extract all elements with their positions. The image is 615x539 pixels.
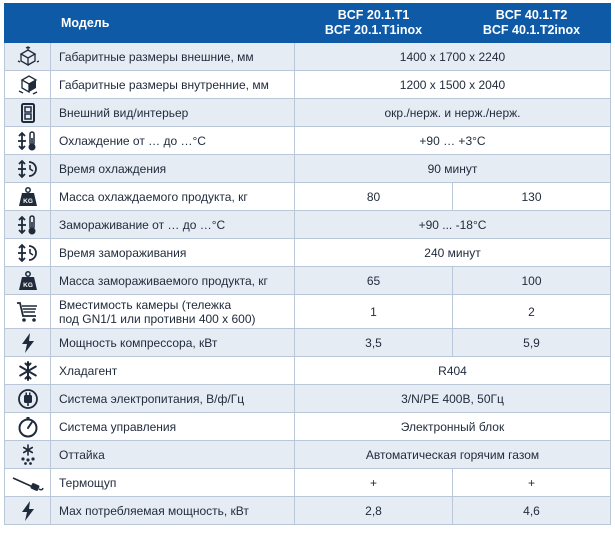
table-row	[5, 267, 611, 295]
header-model-2	[453, 4, 611, 43]
row-value-model-2: 4,6	[453, 497, 611, 525]
table-header-row	[5, 4, 611, 43]
weight-kg-icon	[5, 267, 51, 295]
table-row	[5, 155, 611, 183]
row-value-model-2: 100	[453, 267, 611, 295]
row-value: 90 минут	[295, 155, 611, 183]
model-1-name: BCF 20.1.T1	[337, 8, 410, 22]
snow-thermometer-icon	[5, 127, 51, 155]
cabinet-icon	[5, 99, 51, 127]
row-label: Система управления	[51, 413, 295, 441]
row-label: Охлаждение от … до …°C	[51, 127, 295, 155]
table-row	[5, 357, 611, 385]
row-value: +90 ... -18°C	[295, 211, 611, 239]
row-label: Масса замораживаемого продукта, кг	[51, 267, 295, 295]
row-label: Габаритные размеры внешние, мм	[51, 43, 295, 71]
row-label-line-2: под GN1/1 или противни 400 х 600)	[59, 311, 256, 326]
row-value: окр./нерж. и нерж./нерж.	[295, 99, 611, 127]
row-value-model-1: 80	[295, 183, 453, 211]
lightning-icon	[5, 497, 51, 525]
row-label: Хладагент	[51, 357, 295, 385]
row-label: Термощуп	[51, 469, 295, 497]
model-2-name: BCF 40.1.T2	[495, 8, 568, 22]
weight-kg-icon	[5, 183, 51, 211]
row-label: Время охлаждения	[51, 155, 295, 183]
row-value-model-1: 65	[295, 267, 453, 295]
row-label	[51, 295, 295, 329]
row-value-model-1: 1	[295, 295, 453, 329]
row-value-model-2: 5,9	[453, 329, 611, 357]
table-row	[5, 329, 611, 357]
row-value-model-1: 3,5	[295, 329, 453, 357]
row-value-model-2: 2	[453, 295, 611, 329]
row-value: 1400 х 1700 х 2240	[295, 43, 611, 71]
row-value-model-1: 2,8	[295, 497, 453, 525]
header-label: Модель	[5, 4, 295, 43]
row-value: 3/N/PE 400В, 50Гц	[295, 385, 611, 413]
row-value: 240 минут	[295, 239, 611, 267]
inner-dimensions-icon	[5, 71, 51, 99]
row-label: Внешний вид/интерьер	[51, 99, 295, 127]
row-value: 1200 х 1500 х 2040	[295, 71, 611, 99]
table-row	[5, 295, 611, 329]
row-label: Габаритные размеры внутренние, мм	[51, 71, 295, 99]
row-label: Масса охлаждаемого продукта, кг	[51, 183, 295, 211]
defrost-icon	[5, 441, 51, 469]
row-value-model-1: +	[295, 469, 453, 497]
cube-dimensions-icon	[5, 43, 51, 71]
row-label: Система электропитания, В/ф/Гц	[51, 385, 295, 413]
table-row	[5, 127, 611, 155]
row-value: Электронный блок	[295, 413, 611, 441]
row-label: Замораживание от … до …°C	[51, 211, 295, 239]
row-label: Оттайка	[51, 441, 295, 469]
table-row	[5, 43, 611, 71]
header-model-1	[295, 4, 453, 43]
row-label: Время замораживания	[51, 239, 295, 267]
table-row	[5, 183, 611, 211]
row-value-model-2: +	[453, 469, 611, 497]
probe-icon	[5, 469, 51, 497]
svg-text:KG: KG	[22, 281, 33, 289]
row-label-line-1: Вместимость камеры (тележка	[59, 297, 232, 312]
row-label: Мах потребляемая мощность, кВт	[51, 497, 295, 525]
snow-thermometer-icon	[5, 211, 51, 239]
row-value: R404	[295, 357, 611, 385]
table-row	[5, 211, 611, 239]
table-row	[5, 497, 611, 525]
table-row	[5, 441, 611, 469]
table-row	[5, 385, 611, 413]
table-row	[5, 99, 611, 127]
trolley-icon	[5, 295, 51, 329]
table-row	[5, 71, 611, 99]
spec-table	[4, 3, 611, 525]
control-dial-icon	[5, 413, 51, 441]
row-value-model-2: 130	[453, 183, 611, 211]
snowflake-icon	[5, 357, 51, 385]
table-row	[5, 469, 611, 497]
table-row	[5, 413, 611, 441]
model-2-inox-name: BCF 40.1.T2inox	[482, 23, 581, 37]
table-row	[5, 239, 611, 267]
lightning-icon	[5, 329, 51, 357]
model-1-inox-name: BCF 20.1.T1inox	[324, 23, 423, 37]
snow-timer-icon	[5, 155, 51, 183]
row-label: Мощность компрессора, кВт	[51, 329, 295, 357]
row-value: +90 … +3°C	[295, 127, 611, 155]
svg-text:KG: KG	[22, 197, 33, 205]
power-plug-icon	[5, 385, 51, 413]
row-value: Автоматическая горячим газом	[295, 441, 611, 469]
snow-timer-icon	[5, 239, 51, 267]
